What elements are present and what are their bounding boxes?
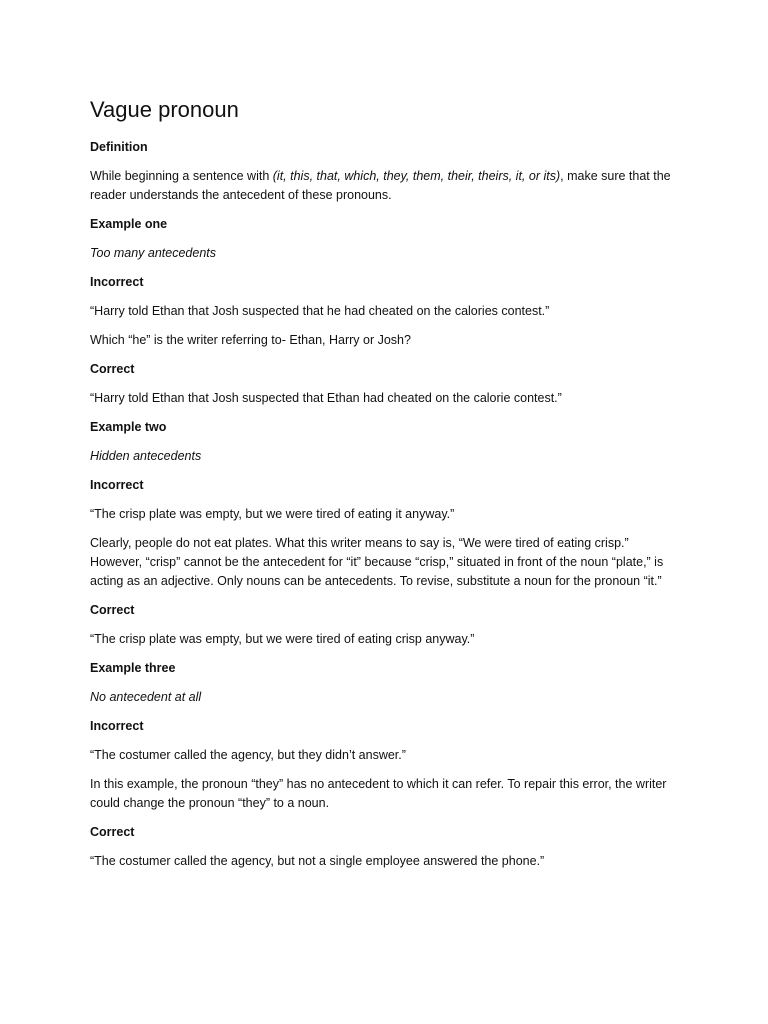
example-three-correct-label: Correct <box>90 825 135 839</box>
example-one-question: Which “he” is the writer referring to- Ethan, Harry or Josh? <box>90 333 411 347</box>
example-three-incorrect-label: Incorrect <box>90 719 144 733</box>
example-one-correct-label: Correct <box>90 362 135 376</box>
example-one-heading: Example one <box>90 217 168 231</box>
definition-text-italic: (it, this, that, which, they, them, their, theirs, it, or its) <box>272 169 561 183</box>
example-one-incorrect-label: Incorrect <box>90 275 144 289</box>
example-two-correct-label: Correct <box>90 603 135 617</box>
example-three-heading: Example three <box>90 661 176 675</box>
definition-text-end: , make sure that the reader understands the antecedent of these pronouns. <box>90 169 671 202</box>
definition-text-start: While beginning a sentence with <box>90 169 273 183</box>
example-three-explanation: In this example, the pronoun “they” has no antecedent to which it can refer. To repair this error, the writer could change the pronoun “they” to a noun. <box>90 777 667 810</box>
example-one-correct-text: “Harry told Ethan that Josh suspected that Ethan had cheated on the calorie contest.” <box>90 391 562 405</box>
example-two-explanation: Clearly, people do not eat plates. What this writer means to say is, “We were tired of eating crisp.” However, “crisp” cannot be the antecedent for “it” because “crisp,” situated in front of the noun “plate,” is acting as an adjective. Only nouns can be antecedents. To revise, substitute a noun for the pronoun “it.” <box>90 536 664 588</box>
example-three-correct-text: “The costumer called the agency, but not a single employee answered the phone.” <box>90 854 545 868</box>
definition-paragraph <box>90 167 680 205</box>
page-title: Vague pronoun <box>90 97 239 122</box>
example-two-incorrect-label: Incorrect <box>90 478 144 492</box>
example-three-subtitle: No antecedent at all <box>90 690 202 704</box>
example-two-heading: Example two <box>90 420 167 434</box>
document-page <box>90 96 680 881</box>
example-two-incorrect-text: “The crisp plate was empty, but we were tired of eating it anyway.” <box>90 507 455 521</box>
example-two-correct-text: “The crisp plate was empty, but we were tired of eating crisp anyway.” <box>90 632 475 646</box>
example-one-subtitle: Too many antecedents <box>90 246 217 260</box>
example-one-incorrect-text: “Harry told Ethan that Josh suspected that he had cheated on the calories contest.” <box>90 304 550 318</box>
definition-heading: Definition <box>90 140 148 154</box>
example-two-subtitle: Hidden antecedents <box>90 449 202 463</box>
example-three-incorrect-text: “The costumer called the agency, but they didn’t answer.” <box>90 748 406 762</box>
